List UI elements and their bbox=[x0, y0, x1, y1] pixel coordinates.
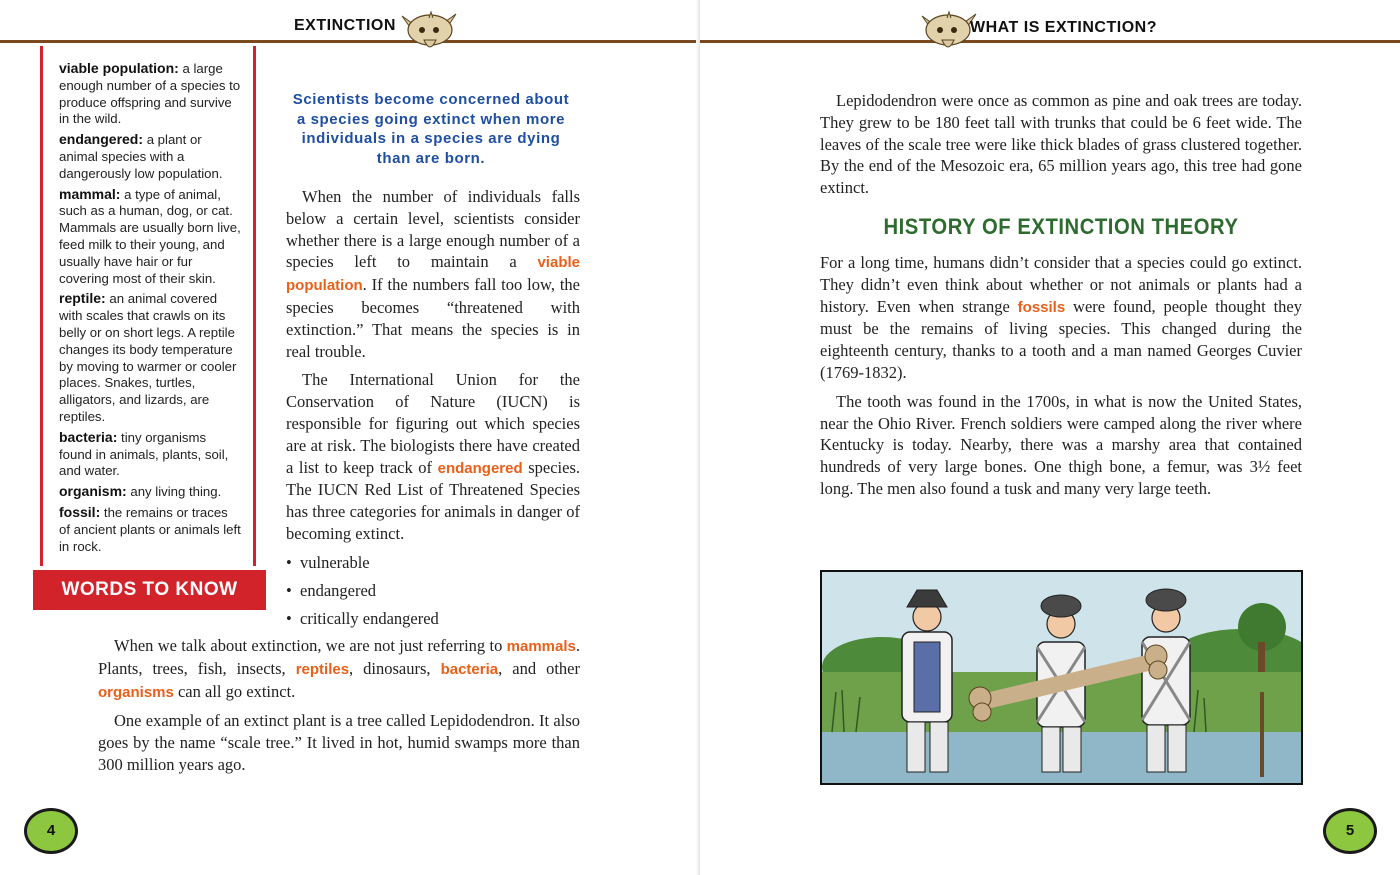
right-page bbox=[700, 0, 1400, 875]
body-column-right-top bbox=[820, 90, 1302, 206]
pull-quote: Scientists become concerned about a species going extinct when more individuals in a species are dying than are born. bbox=[292, 91, 570, 167]
page-number-left: 4 bbox=[24, 808, 78, 854]
glossary-keyword: mammals bbox=[506, 638, 576, 655]
header-rule bbox=[700, 40, 1400, 43]
body-column-right bbox=[820, 252, 1302, 507]
glossary-keyword: endangered bbox=[437, 459, 523, 477]
paragraph: For a long time, humans didn’t consider that a species could go extinct. They didn’t even think about whether or not animals or plants had a history. Even when strange fossils were found, people thought they must be the remains of living species. This changed during the eighteenth century, thanks to a tooth and a man named Georges Cuvier (1769-1832). bbox=[820, 253, 1303, 382]
glossary-keyword: organisms bbox=[98, 683, 174, 701]
soldiers-with-femur-illustration bbox=[820, 570, 1303, 785]
words-to-know-banner: WORDS TO KNOW bbox=[33, 570, 266, 610]
triceratops-skull-icon bbox=[398, 10, 460, 56]
glossary-keyword: fossils bbox=[1017, 298, 1066, 316]
body-column-left-bottom bbox=[98, 635, 580, 783]
category-list bbox=[286, 552, 580, 630]
glossary-entry: reptile: an animal covered with scales that crawls on its belly or on short legs. A reptile changes its body temperature by moving to warmer or cooler places. Snakes, turtles, alligators, and lizards, are reptiles. bbox=[59, 290, 237, 424]
body-column-left bbox=[286, 186, 580, 636]
list-item: • endangered bbox=[286, 580, 580, 602]
glossary-entry: endangered: a plant or animal species with a dangerously low population. bbox=[59, 131, 223, 181]
illustration-art bbox=[822, 572, 1301, 783]
glossary-keyword: viable population bbox=[286, 254, 580, 295]
glossary-entry: fossil: the remains or traces of ancient plants or animals left in rock. bbox=[59, 503, 241, 554]
paragraph: The tooth was found in the 1700s, in what is now the United States, near the Ohio River. French soldiers were camped along the river where Kentucky is today. Nearby, there was a marshy area that contained hundreds of very large bones. One thigh bone, a femur, was 3½ feet long. The men also found a tusk and many very large teeth. bbox=[820, 391, 1302, 498]
glossary-entry: organism: any living thing. bbox=[59, 483, 222, 500]
glossary-keyword: bacteria bbox=[440, 660, 499, 678]
running-head-right: WHAT IS EXTINCTION? bbox=[970, 19, 1157, 36]
paragraph: The International Union for the Conservation of Nature (IUCN) is responsible for figuring out which species are at risk. The biologists there have created a list to keep track of endangered species. The IUCN Red List of Threatened Species has three categories for animals in danger of becoming extinct. bbox=[286, 370, 580, 543]
header-rule bbox=[0, 40, 700, 43]
section-heading: HISTORY OF EXTINCTION THEORY bbox=[883, 214, 1239, 239]
paragraph: One example of an extinct plant is a tree called Lepidodendron. It also goes by the name “scale tree.” It lived in hot, humid swamps more than 300 million years ago. bbox=[98, 711, 580, 774]
glossary-keyword: reptiles bbox=[295, 660, 350, 678]
glossary-entry: bacteria: tiny organisms found in animals, plants, soil, and water. bbox=[59, 428, 229, 479]
page-number-right: 5 bbox=[1323, 808, 1377, 854]
paragraph: When the number of individuals falls below a certain level, scientists consider whether there is a large enough number of a species left to maintain a viable population. If the numbers fall too low, the species becomes “threatened with extinction.” That means the species is in real trouble. bbox=[286, 187, 580, 361]
glossary-entry: mammal: a type of animal, such as a human, dog, or cat. Mammals are usually born live, feed milk to their young, and usually have hair or fur covering most of their skin. bbox=[59, 185, 241, 286]
list-item: • vulnerable bbox=[286, 552, 580, 574]
running-head-left: EXTINCTION bbox=[294, 17, 396, 34]
paragraph: When we talk about extinction, we are not just referring to mammals. Plants, trees, fish, insects, reptiles, dinosaurs, bacteria, and other organisms can all go extinct. bbox=[98, 636, 580, 701]
list-item: • critically endangered bbox=[286, 608, 580, 630]
glossary-entry: viable population: a large enough number of a species to produce offspring and survive in the wild. bbox=[59, 60, 241, 127]
words-to-know-box bbox=[40, 46, 256, 566]
paragraph: Lepidodendron were once as common as pine and oak trees are today. They grew to be 180 feet tall with trunks that could be 6 feet wide. The leaves of the scale tree were like thick blades of grass clustered together. By the end of the Mesozoic era, 65 million years ago, this tree had gone extinct. bbox=[820, 91, 1302, 198]
